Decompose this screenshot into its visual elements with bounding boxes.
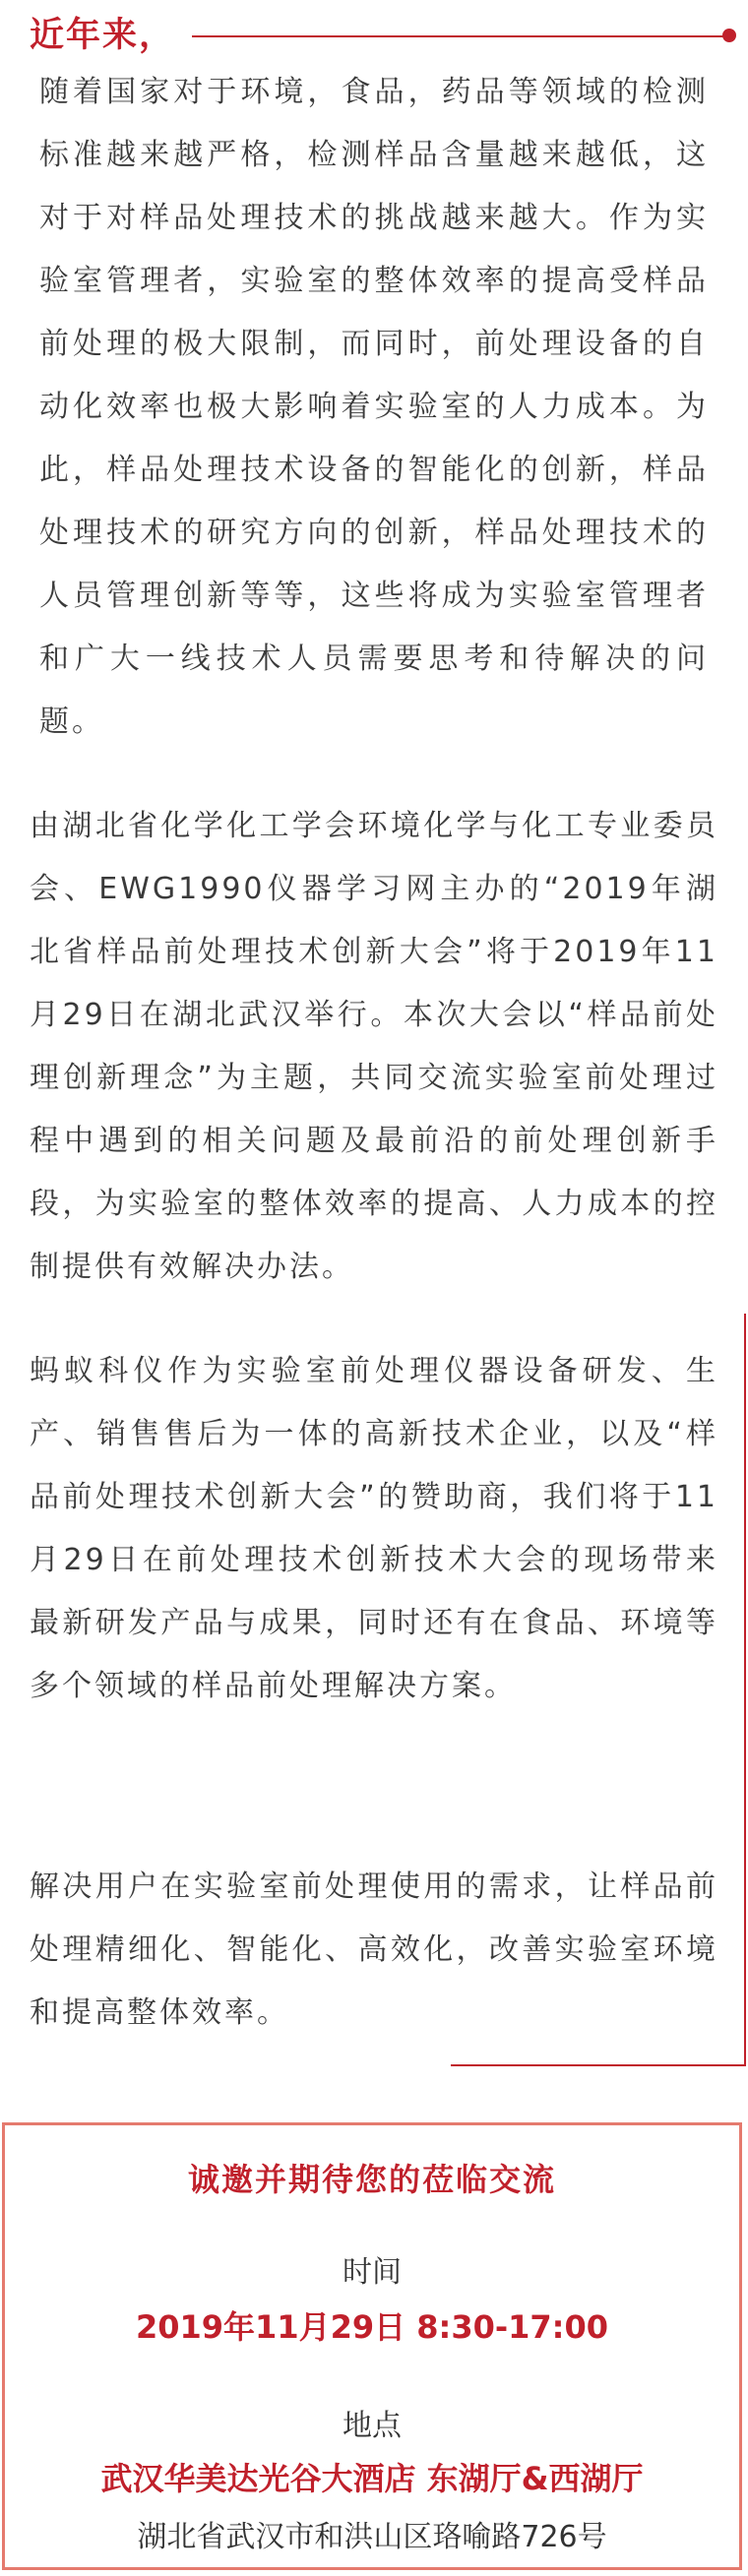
paragraph-intro: 随着国家对于环境，食品，药品等领域的检测标准越来越严格，检测样品含量越来越低，这对于对样品处理技术的挑战越来越大。作为实验室管理者，实验室的整体效率的提高受样品前处理的极大限制，而同时，前处理设备的自动化效率也极大影响着实验室的人力成本。为此，样品处理技术设备的智能化的创新，样品处理技术的研究方向的创新，样品处理技术的人员管理创新等等，这些将成为实验室管理者和广大一线技术人员需要思考和待解决的问题。 xyxy=(39,75,709,739)
paragraph-conference: 由湖北省化学化工学会环境化学与化工专业委员会、EWG1990仪器学习网主办的“2019年湖北省样品前处理技术创新大会”将于2019年11月29日在湖北武汉举行。本次大会以“样品前处理创新理念”为主题，共同交流实验室前处理过程中遇到的相关问题及最前沿的前处理创新手段，为实验室的整体效率的提高、人力成本的控制提供有效解决办法。 xyxy=(30,809,718,1284)
decorative-bottom-line xyxy=(451,2064,746,2066)
place-address: 湖北省武汉市和洪山区珞喻路726号 xyxy=(137,2520,607,2554)
invitation-box xyxy=(2,2122,742,2570)
place-value: 武汉华美达光谷大酒店 东湖厅&西湖厅 xyxy=(100,2460,644,2497)
section-heading-row xyxy=(30,8,740,63)
heading-divider-line xyxy=(192,35,726,37)
invitation-title: 诚邀并期待您的莅临交流 xyxy=(187,2161,556,2198)
time-label: 时间 xyxy=(343,2255,402,2290)
heading-divider-dot xyxy=(722,29,736,42)
paragraph-solution: 解决用户在实验室前处理使用的需求，让样品前处理精细化、智能化、高效化，改善实验室环境和提高整体效率。 xyxy=(30,1870,718,2030)
section-heading: 近年来， xyxy=(30,16,176,55)
place-label: 地点 xyxy=(343,2409,402,2443)
time-value: 2019年11月29日 8:30-17:00 xyxy=(135,2308,608,2346)
paragraph-sponsor: 蚂蚁科仪作为实验室前处理仪器设备研发、生产、销售售后为一体的高新技术企业，以及“样品前处理技术创新大会”的赞助商，我们将于11月29日在前处理技术创新技术大会的现场带来最新研发产品与成果，同时还有在食品、环境等多个领域的样品前处理解决方案。 xyxy=(30,1354,718,1703)
decorative-side-line xyxy=(744,1314,746,2066)
